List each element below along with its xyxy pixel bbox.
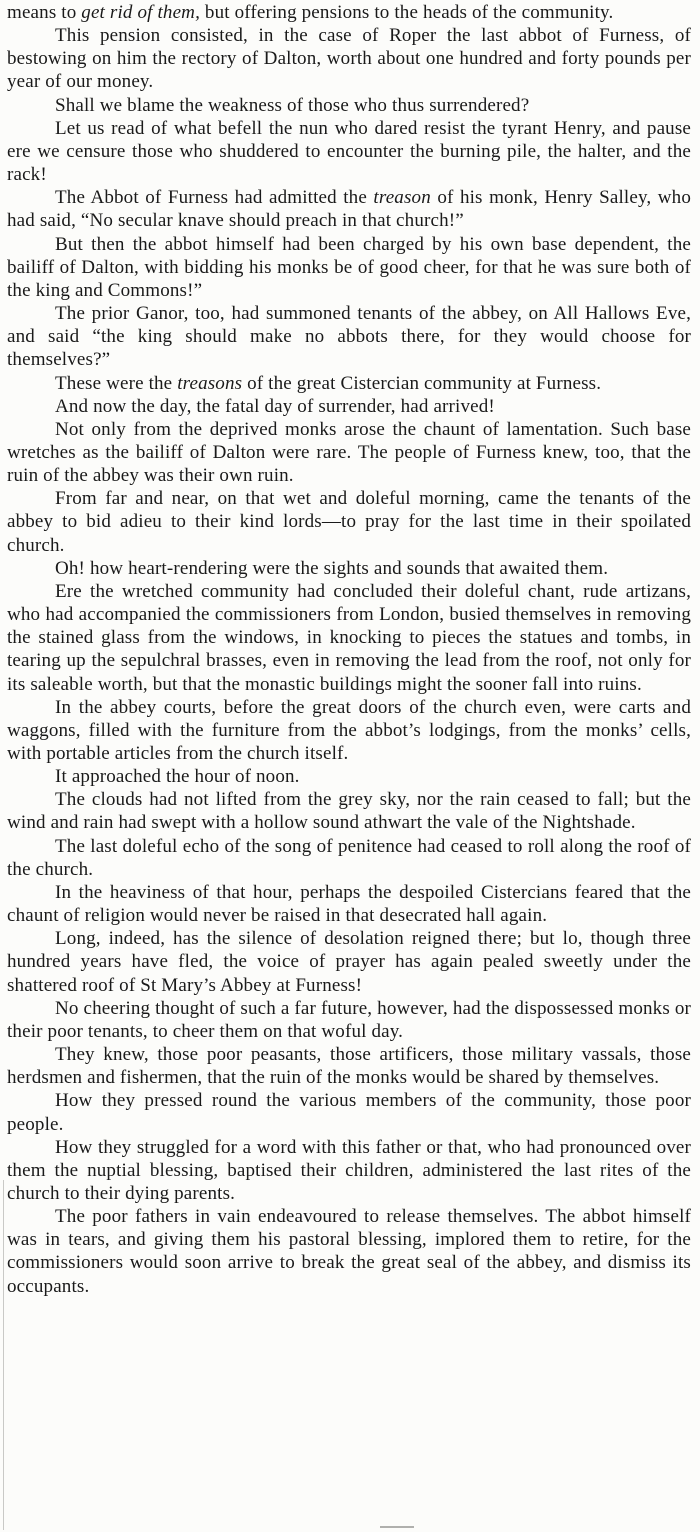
- section-end-rule: [380, 1526, 414, 1528]
- paragraph-6: But then the abbot himself had been charged by his own base dependent, the bailiff of Dalton, with bidding his monks be of good cheer, for that he was sure both of the king and Commons!”: [7, 233, 691, 301]
- paragraph-14: In the abbey courts, before the great doors of the church even, were carts and waggons, filled with the furniture from the abbot’s lodgings, from the monks’ cells, with portable articles from the church itself.: [7, 696, 691, 764]
- paragraph-10: Not only from the deprived monks arose the chaunt of lamentation. Such base wretches as the bailiff of Dalton were rare. The people of Furness knew, too, that the ruin of the abbey was their own ruin.: [7, 418, 691, 487]
- paragraph-21: They knew, those poor peasants, those artificers, those military vassals, those herdsmen and fishermen, that the ruin of the monks would be shared by themselves.: [7, 1044, 691, 1089]
- paragraph-9: And now the day, the fatal day of surrender, had arrived!: [55, 395, 495, 417]
- paragraph-24: The poor fathers in vain endeavoured to release themselves. The abbot himself was in tears, and giving them his pastoral blessing, implored them to retire, for the commissioners would soon arrive to break the great seal of the abbey, and dismiss its occupants.: [7, 1206, 691, 1297]
- column-edge-rule: [3, 1180, 4, 1530]
- paragraph-1: means to get rid of them, but offering pensions to the heads of the community.: [7, 2, 614, 23]
- paragraph-4: Let us read of what befell the nun who dared resist the tyrant Henry, and pause ere we censure those who shuddered to encounter the burning pile, the halter, and the rack!: [7, 117, 691, 186]
- paragraph-17: The last doleful echo of the song of penitence had ceased to roll along the roof of the church.: [7, 835, 691, 880]
- paragraph-20: No cheering thought of such a far future, however, had the dispossessed monks or their poor tenants, to cheer them on that woful day.: [7, 997, 691, 1042]
- paragraph-11: From far and near, on that wet and doleful morning, came the tenants of the abbey to bid adieu to their kind lords—to pray for the last time in their spoilated church.: [7, 488, 691, 556]
- paragraph-18: In the heaviness of that hour, perhaps the despoiled Cistercians feared that the chaunt of religion would never be raised in that desecrated hall again.: [7, 881, 691, 927]
- paragraph-5: The Abbot of Furness had admitted the treason of his monk, Henry Salley, who had said, “No secular knave should preach in that church!”: [7, 187, 691, 232]
- article-column: [7, 1, 691, 1298]
- paragraph-13: Ere the wretched community had concluded their doleful chant, rude artizans, who had accompanied the commissioners from London, busied themselves in removing the stained glass from the windows, in knocking to pieces the statues and tombs, in tearing up the sepulchral brasses, even in removing the lead from the roof, not only for its saleable worth, but that the monastic buildings might the sooner fall into ruins.: [7, 580, 691, 695]
- paragraph-15: It approached the hour of noon.: [55, 766, 300, 788]
- paragraph-7: The prior Ganor, too, had summoned tenants of the abbey, on All Hallows Eve, and said “the king should make no abbots there, for they would choose for themselves?”: [7, 303, 691, 371]
- paragraph-8: These were the treasons of the great Cistercian community at Furness.: [55, 372, 602, 394]
- paragraph-3: Shall we blame the weakness of those who thus surrendered?: [55, 94, 530, 116]
- paragraph-22: How they pressed round the various members of the community, those poor people.: [7, 1090, 691, 1135]
- paragraph-23: How they struggled for a word with this father or that, who had pronounced over them the nuptial blessing, baptised their children, administered the last rites of the church to their dying parents.: [7, 1136, 691, 1204]
- paragraph-16: The clouds had not lifted from the grey sky, nor the rain ceased to fall; but the wind and rain had swept with a hollow sound athwart the vale of the Nightshade.: [7, 789, 691, 834]
- paragraph-12: Oh! how heart-rendering were the sights and sounds that awaited them.: [55, 557, 609, 579]
- paragraph-19: Long, indeed, has the silence of desolation reigned there; but lo, though three hundred years have fled, the voice of prayer has again pealed sweetly under the shattered roof of St Mary’s Abbey at Furness!: [7, 928, 691, 996]
- paragraph-2: This pension consisted, in the case of Roper the last abbot of Furness, of bestowing on him the rectory of Dalton, worth about one hundred and forty pounds per year of our money.: [7, 25, 691, 93]
